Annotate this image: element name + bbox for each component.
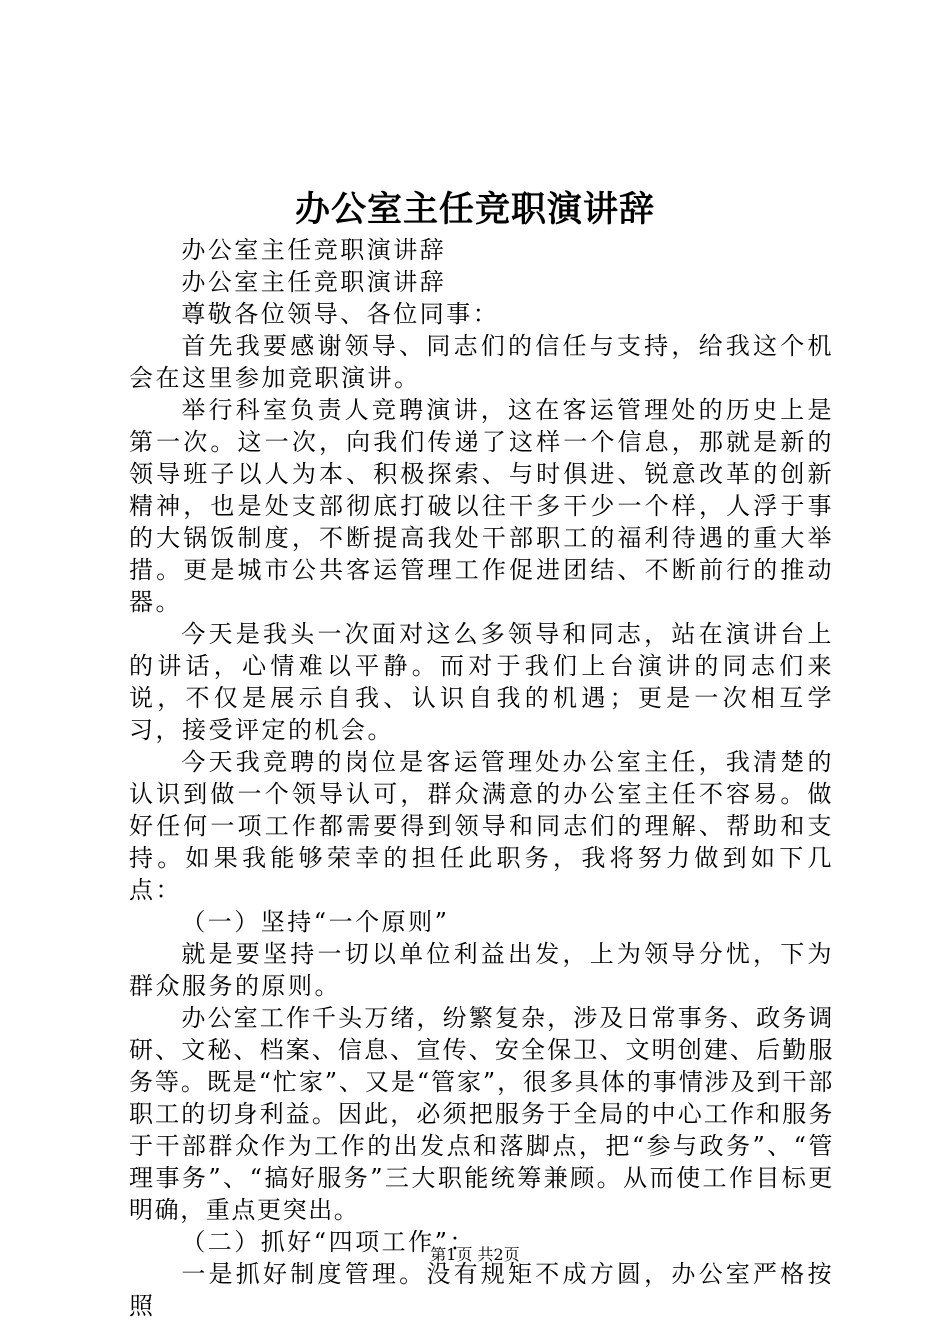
heading-one-principle: （一）坚持“一个原则” [181,908,450,936]
paragraph-thanks: 首先我要感谢领导、同志们的信任与支持，给我这个机会在这里参加竞职演讲。 [129,332,834,392]
paragraph-salutation: 尊敬各位领导、各位同事： [181,300,500,328]
paragraph-today: 今天是我头一次面对这么多领导和同志，站在演讲台上的讲话，心情难以平静。而对于我们上台演讲的同志们来说，不仅是展示自我、认识自我的机遇；更是一次相互学习，接受评定的机会。 [129,620,834,744]
document-title: 办公室主任竞职演讲辞 [294,189,655,230]
paragraph-first-time: 举行科室负责人竞聘演讲，这在客运管理处的历史上是第一次。这一次，向我们传递了这样一个信息，那就是新的领导班子以人为本、积极探索、与时俱进、锐意改革的创新精神，也是处支部彻底打破以往干多干少一个样，人浮于事的大锅饭制度，不断提高我处干部职工的福利待遇的重大举措。更是城市公共客运管理工作促进团结、不断前行的推动器。 [129,396,834,616]
paragraph-position: 今天我竞聘的岗位是客运管理处办公室主任，我清楚的认识到做一个领导认可，群众满意的办公室主任不容易。做好任何一项工作都需要得到领导和同志们的理解、帮助和支持。如果我能够荣幸的担任此职务，我将努力做到如下几点： [129,748,834,904]
paragraph-subtitle-1: 办公室主任竞职演讲辞 [181,236,447,264]
page-number-footer: 第1页 共2页 [430,1245,520,1264]
paragraph-system-management: 一是抓好制度管理。没有规矩不成方圆，办公室严格按照 [129,1260,834,1320]
heading-four-tasks: （二）抓好“四项工作”： [181,1228,476,1256]
paragraph-subtitle-2: 办公室主任竞职演讲辞 [181,268,447,296]
document-body [129,234,834,1322]
paragraph-principle: 就是要坚持一切以单位利益出发，上为领导分忧，下为群众服务的原则。 [129,940,834,1000]
paragraph-office-work: 办公室工作千头万绪，纷繁复杂，涉及日常事务、政务调研、文秘、档案、信息、宣传、安全保卫、文明创建、后勤服务等。既是“忙家”、又是“管家”，很多具体的事情涉及到干部职工的切身利益。因此，必须把服务于全局的中心工作和服务于干部群众作为工作的出发点和落脚点，把“参与政务”、“管理事务”、“搞好服务”三大职能统筹兼顾。从而使工作目标更明确，重点更突出。 [129,1004,834,1224]
